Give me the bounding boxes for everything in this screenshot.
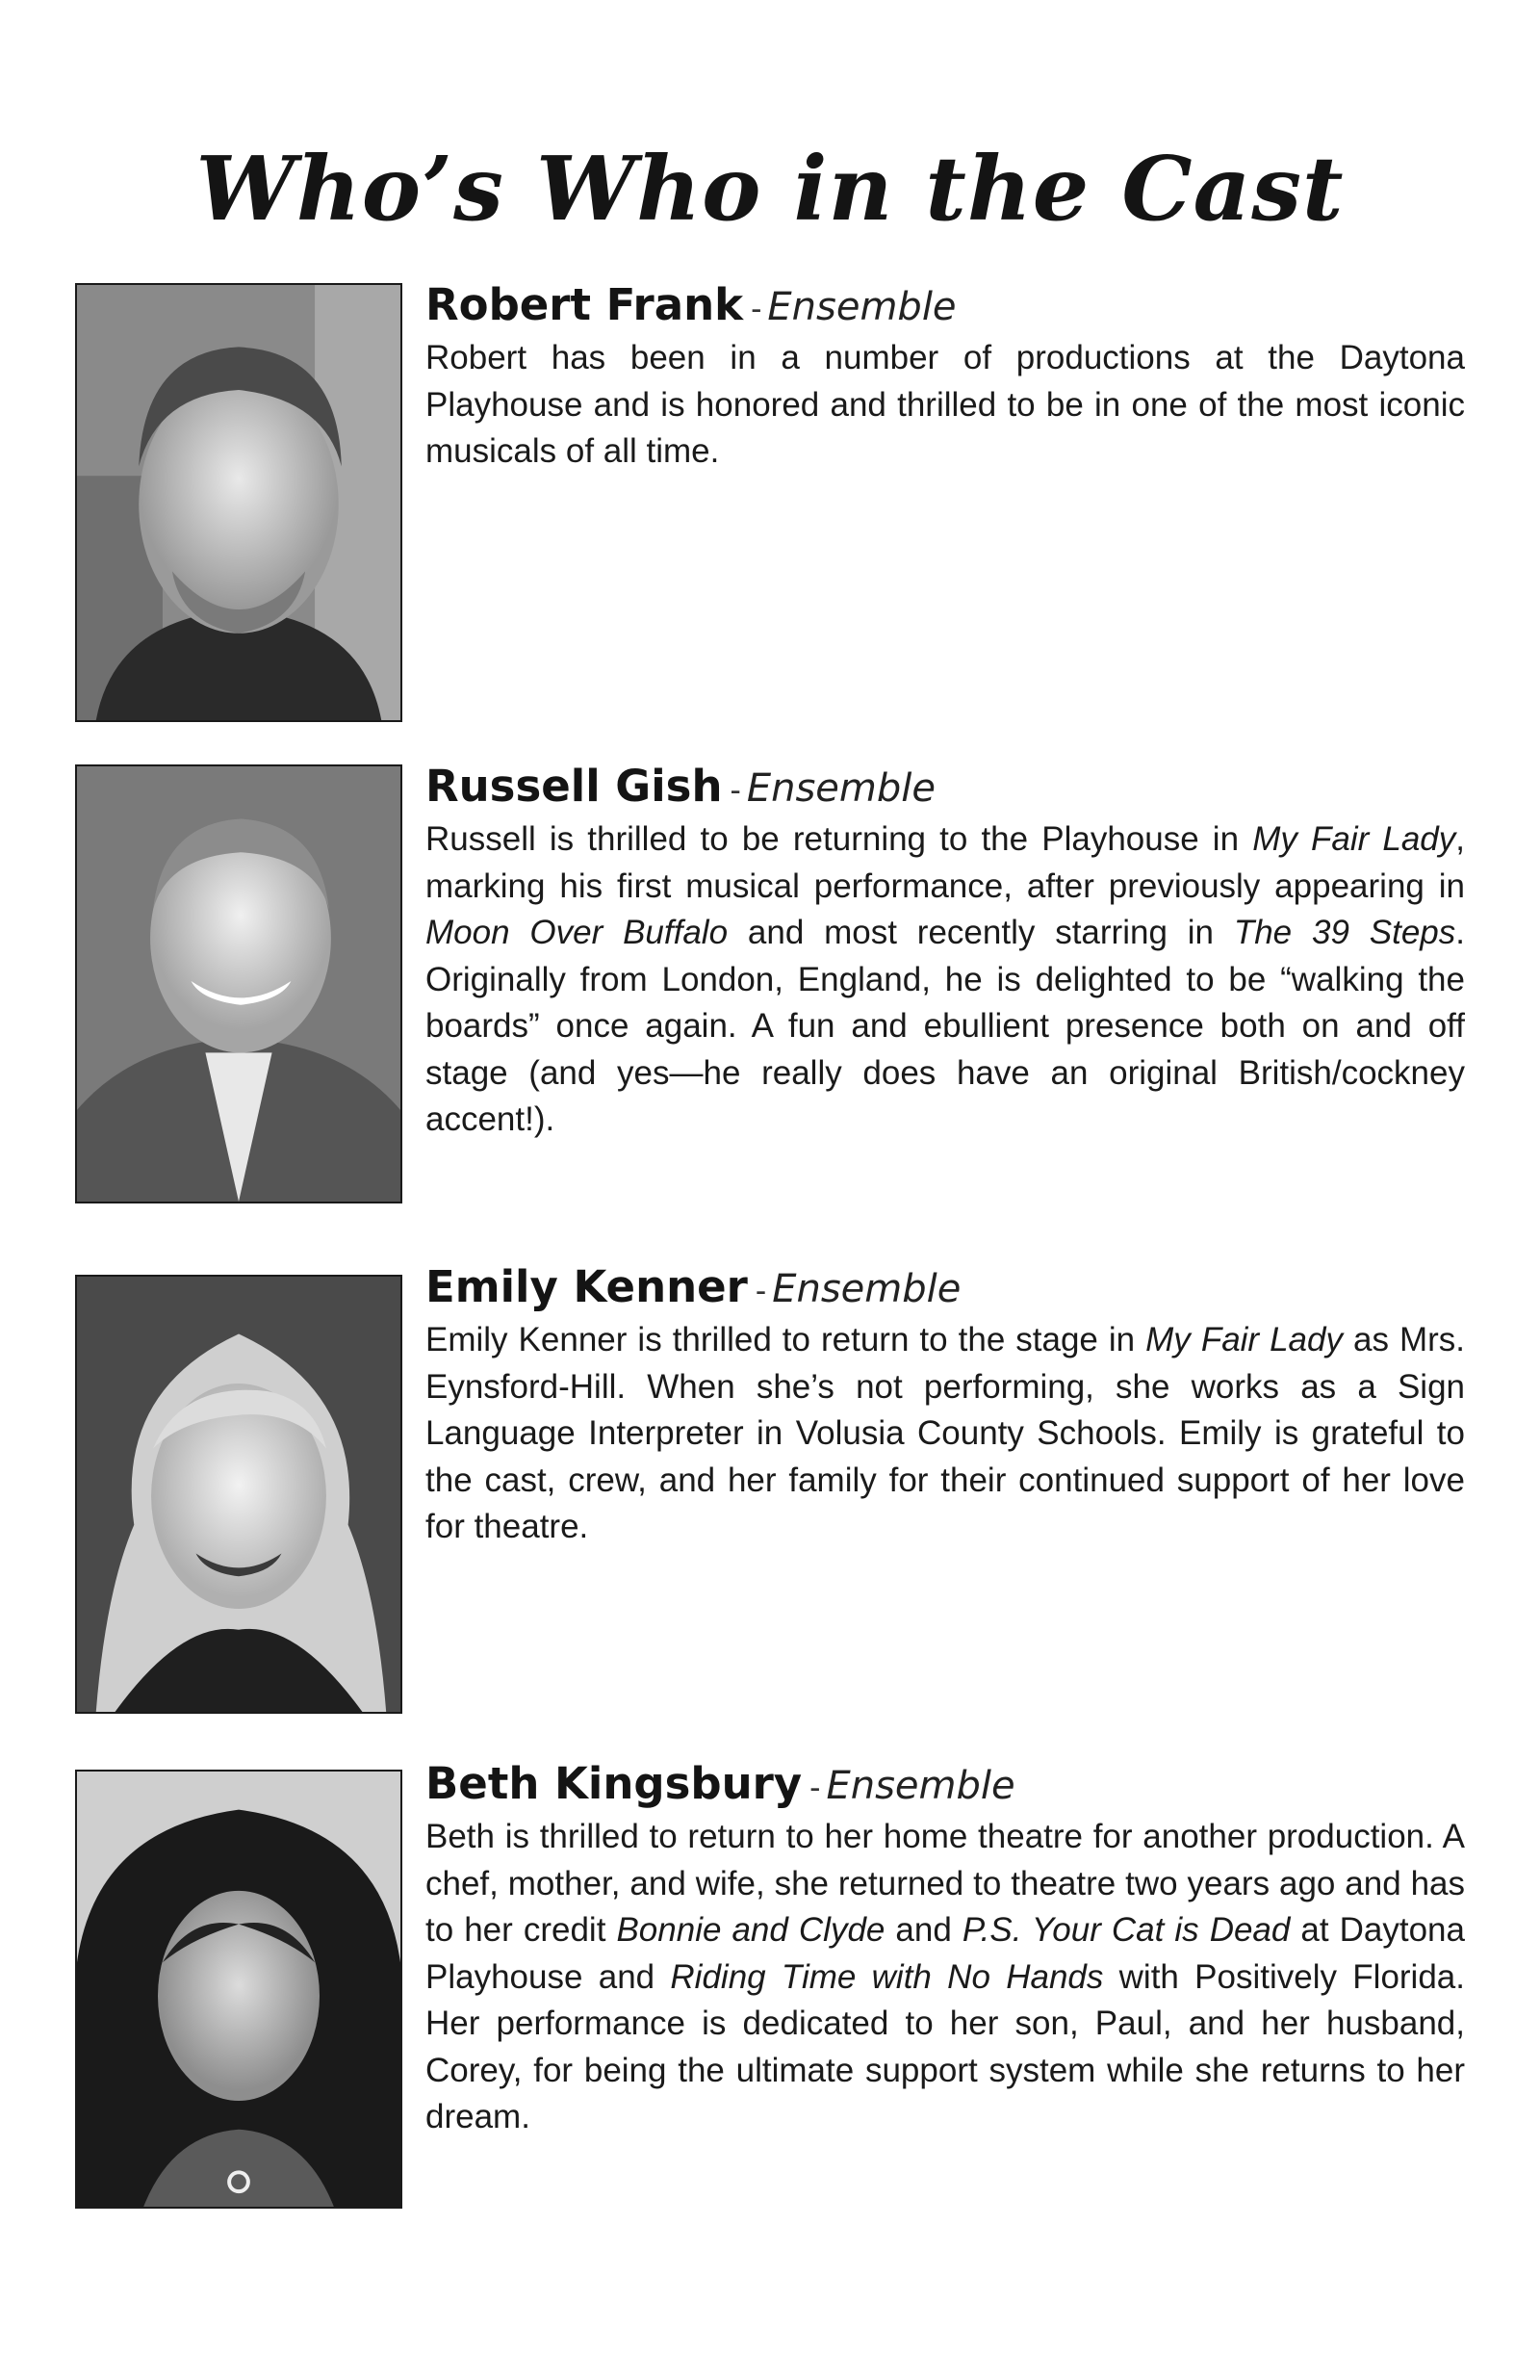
bio-text: . Originally from London, England, he is delighted to be “walking the boards” once again. A fun and ebullient presence both on and off stage (and yes—he really does have an original British/cockney accent!). [425, 914, 1465, 1138]
show-title: Riding Time with No Hands [670, 1957, 1104, 1996]
cast-name: Emily Kenner [425, 1261, 748, 1312]
bio-text: at Daytona Playhouse and [425, 1911, 1465, 1996]
page-title: Who’s Who in the Cast [195, 136, 1345, 241]
cast-role: Ensemble [772, 1267, 962, 1311]
bio-text: Russell is thrilled to be returning to the Playhouse in [425, 820, 1253, 858]
headshot-russell-gish [75, 764, 402, 1203]
portrait-photo-icon [77, 285, 400, 720]
show-title: P.S. Your Cat is Dead [962, 1911, 1291, 1949]
portrait-photo-icon [77, 766, 400, 1202]
bio-text: as Mrs. Eynsford-Hill. When she’s not performing, she works as a Sign Language Interpreter in Volusia County Schools. Emily is grateful to the cast, crew, and her family for their continued support of her love for theatre. [425, 1321, 1466, 1545]
bio-text: , marking his first musical performance, after previously appearing in [425, 820, 1465, 905]
portrait-photo-icon [77, 1277, 400, 1712]
bio-text: and [885, 1911, 962, 1949]
name-line [425, 761, 1465, 813]
show-title: My Fair Lady [1252, 820, 1456, 858]
headshot-beth-kingsbury [75, 1770, 402, 2209]
show-title: My Fair Lady [1145, 1321, 1343, 1358]
bio-block-beth-kingsbury [425, 1758, 1465, 2141]
portrait-photo-icon [77, 1772, 400, 2207]
separator: - [755, 1273, 767, 1309]
cast-role: Ensemble [746, 766, 936, 811]
cast-name: Beth Kingsbury [425, 1758, 803, 1809]
headshot-robert-frank [75, 283, 402, 722]
show-title: The 39 Steps [1233, 914, 1456, 951]
show-title: Bonnie and Clyde [616, 1911, 886, 1949]
cast-role: Ensemble [767, 285, 957, 329]
cast-role: Ensemble [826, 1764, 1015, 1808]
show-title: Moon Over Buffalo [425, 914, 729, 951]
separator: - [809, 1770, 821, 1806]
bio-text: Robert has been in a number of productions at the Daytona Playhouse and is honored and thrilled to be in one of the most iconic musicals of all time. [425, 339, 1465, 470]
cast-bio [425, 816, 1465, 1144]
bio-text: Beth is thrilled to return to her home theatre for another production. A chef, mother, and wife, she returned to theatre two years ago and has to her credit [425, 1818, 1465, 1949]
bio-block-russell-gish [425, 761, 1465, 1144]
cast-bio [425, 1317, 1465, 1551]
cast-bio [425, 1814, 1465, 2141]
bio-text: Emily Kenner is thrilled to return to the stage in [425, 1321, 1146, 1358]
name-line [425, 1261, 1465, 1313]
separator: - [751, 291, 762, 327]
bio-block-robert-frank [425, 279, 1465, 476]
name-line [425, 1758, 1465, 1810]
bio-block-emily-kenner [425, 1261, 1465, 1551]
name-line [425, 279, 1465, 331]
bio-text: and most recently starring in [728, 914, 1234, 951]
separator: - [730, 772, 741, 809]
cast-name: Russell Gish [425, 761, 723, 812]
headshot-emily-kenner [75, 1275, 402, 1714]
bio-text: with Positively Florida. Her performance is dedicated to her son, Paul, and her husband, Corey, for being the ultimate support system while she returns to her dream. [425, 1957, 1465, 2135]
cast-name: Robert Frank [425, 279, 744, 330]
cast-bio [425, 335, 1465, 476]
